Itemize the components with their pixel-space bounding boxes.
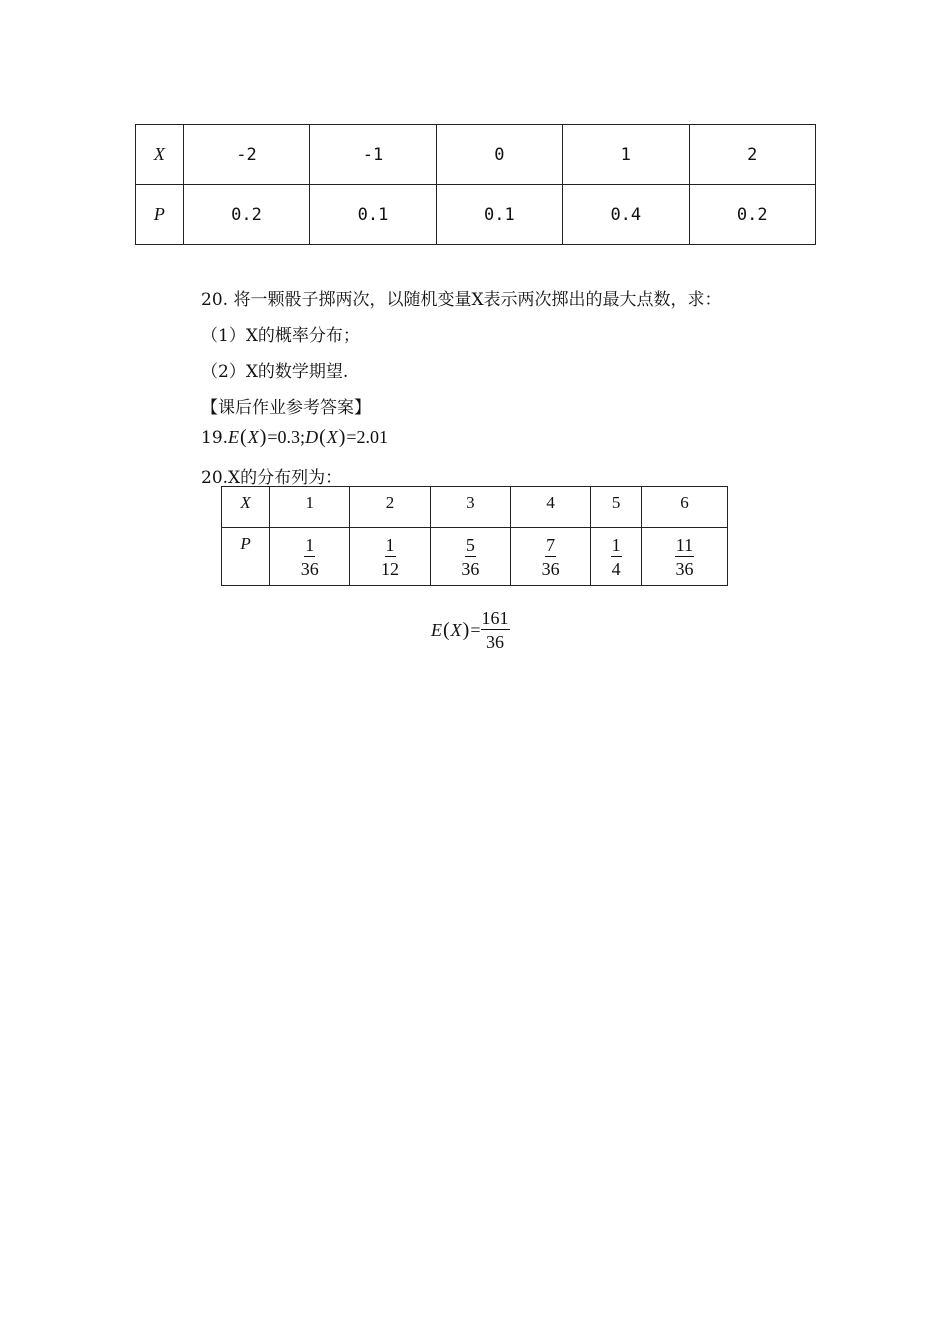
table-cell: 6 [641,487,727,528]
table-cell: 2 [689,125,815,185]
distribution-table-20 [221,486,728,586]
table-cell [510,528,590,586]
answers-heading: 【课后作业参考答案】 [201,398,371,418]
table-cell: X [222,487,270,528]
fraction: $\frac{7}{36}$ [541,534,560,579]
table-cell: 5 [591,487,642,528]
answer-19: 19.E(X)=0.3;D(X)=2.01 [201,426,389,448]
variance-value: =2.01 [346,427,389,447]
table-row-x [136,125,816,185]
fraction: $\frac{1}{4}$ [611,534,621,579]
table-cell [350,528,430,586]
table-cell: 3 [430,487,510,528]
table-cell: 1 [270,487,350,528]
problem-20-part-2: （2）X的数学期望. [201,362,349,382]
table-cell: -2 [183,125,309,185]
table-row-p [136,185,816,245]
separator: ; [300,427,306,447]
equals-sign: = [470,619,481,640]
fraction: $\frac{161}{36}$ [481,608,509,652]
table-row-p [222,528,728,586]
expectation-letter: E [228,427,240,447]
variable-letter: X [326,427,338,447]
problem-20-part-1: （1）X的概率分布； [201,326,360,346]
fraction: $\frac{5}{36}$ [461,534,480,579]
table-cell: 0.2 [183,185,309,245]
table-cell: 1 [563,125,689,185]
expectation-letter: E [431,619,442,640]
answer-20-intro: 20.X的分布列为： [201,468,343,488]
table-cell: -1 [310,125,436,185]
distribution-table-19 [135,124,816,245]
table-cell: 0 [436,125,562,185]
table-cell: X [136,125,184,185]
table-cell [270,528,350,586]
answer-19-number: 19. [201,428,229,448]
variable-letter: X [450,619,462,640]
table-cell: 0.1 [310,185,436,245]
table-cell: P [136,185,184,245]
table-cell: 0.4 [563,185,689,245]
variable-letter: X [247,427,259,447]
expectation-value: =0.3 [267,427,301,447]
table-cell [430,528,510,586]
fraction: $\frac{1}{36}$ [300,534,319,579]
expectation-formula: E ( X ) = $\frac{161}{36}$ [431,608,509,652]
fraction: $\frac{11}{36}$ [675,534,694,579]
table-cell: 4 [510,487,590,528]
table-cell: 0.2 [689,185,815,245]
table-cell: P [222,528,270,586]
table-row-x [222,487,728,528]
problem-20-stem: 20. 将一颗骰子掷两次，以随机变量X表示两次掷出的最大点数，求： [201,290,722,310]
table-cell: 2 [350,487,430,528]
table-cell [591,528,642,586]
table-cell [641,528,727,586]
table-cell: 0.1 [436,185,562,245]
fraction: $\frac{1}{12}$ [381,534,400,579]
variance-letter: D [305,427,319,447]
